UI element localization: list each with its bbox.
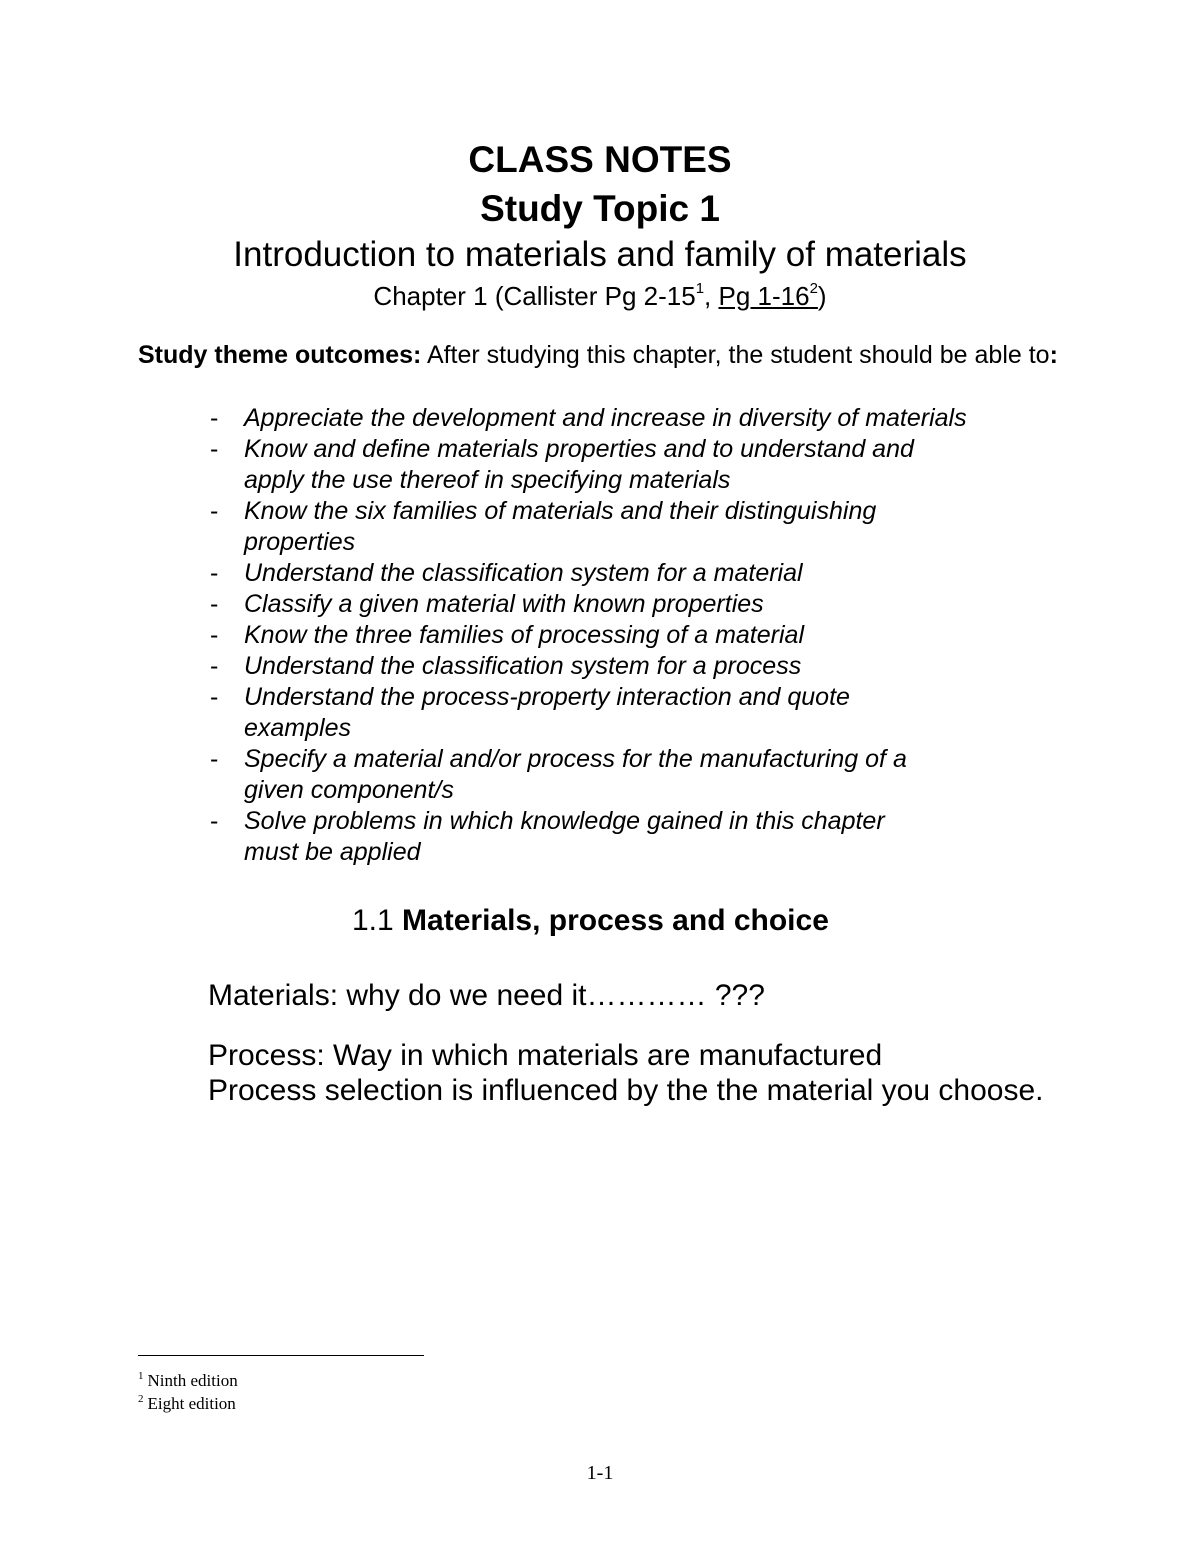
list-dash: - [210, 807, 219, 835]
list-dash: - [210, 652, 219, 680]
outcome-text: Understand the classification system for a process [244, 652, 802, 680]
outcome-text: Know the three families of processing of a material [244, 621, 804, 649]
outcome-text: Solve problems in which knowledge gained in this chapter must be applied [244, 807, 885, 866]
outcomes-text: After studying this chapter, the student should be able to [421, 341, 1050, 369]
outcomes-colon: : [1049, 341, 1058, 369]
footnote-2 [138, 1393, 236, 1415]
outcome-item [206, 558, 1066, 589]
list-dash: - [210, 683, 219, 711]
list-dash: - [210, 559, 219, 587]
outcome-text: Appreciate the development and increase in diversity of materials [244, 404, 967, 432]
chapter-page-ref [718, 281, 817, 311]
outcome-text: Know and define materials properties and to understand and apply the use thereof in specifying materials [244, 435, 914, 494]
footnote-2-mark: 2 [138, 1393, 144, 1405]
chapter-ref-2: Pg 1-16 [718, 281, 810, 311]
chapter-reference [0, 278, 1200, 314]
section-number: 1.1 [352, 904, 403, 937]
materials-question: Materials: why do we need it………… ??? [208, 979, 765, 1012]
process-paragraph [208, 1038, 1068, 1108]
list-dash: - [210, 404, 219, 432]
list-dash: - [210, 435, 219, 463]
outcome-item [206, 434, 1066, 496]
outcome-text: Understand the classification system for a material [244, 559, 803, 587]
footnote-divider [138, 1355, 424, 1356]
section-heading [352, 902, 829, 940]
chapter-close: ) [817, 281, 827, 311]
list-dash: - [210, 745, 219, 773]
outcomes-intro [138, 339, 1078, 371]
footnote-2-text: Eight edition [147, 1394, 236, 1413]
outcome-item [206, 744, 1066, 806]
footnote-ref-2: 2 [809, 280, 818, 297]
process-definition: Process: Way in which materials are manufactured [208, 1039, 883, 1072]
list-dash: - [210, 590, 219, 618]
outcome-text: Understand the process-property interaction and quote examples [244, 683, 850, 742]
outcome-item [206, 620, 1066, 651]
footnote-ref-1: 1 [695, 280, 705, 297]
outcome-item [206, 806, 1066, 868]
list-dash: - [210, 497, 219, 525]
footnote-1-text: Ninth edition [147, 1371, 238, 1390]
section-title: Materials, process and choice [402, 904, 829, 937]
outcomes-list [206, 403, 1066, 868]
outcome-item [206, 403, 1066, 434]
outcomes-label: Study theme outcomes: [138, 341, 422, 369]
outcome-text: Specify a material and/or process for the manufacturing of a given component/s [244, 745, 907, 804]
outcome-item [206, 496, 1066, 558]
process-selection: Process selection is influenced by the the material you choose. [208, 1074, 1044, 1107]
outcome-item [206, 682, 1066, 744]
outcome-item [206, 589, 1066, 620]
chapter-separator: , [704, 281, 719, 311]
topic-title: Introduction to materials and family of materials [233, 235, 967, 274]
chapter-text: Chapter 1 (Callister Pg 2-15 [373, 281, 696, 311]
page-title: CLASS NOTES [468, 139, 732, 180]
footnote-1-mark: 1 [138, 1370, 144, 1382]
footnote-1 [138, 1370, 238, 1392]
study-topic-heading: Study Topic 1 [480, 188, 720, 229]
outcome-item [206, 651, 1066, 682]
outcome-text: Classify a given material with known properties [244, 590, 764, 618]
page-number: 1-1 [586, 1462, 614, 1484]
outcome-text: Know the six families of materials and their distinguishing properties [244, 497, 877, 556]
list-dash: - [210, 621, 219, 649]
